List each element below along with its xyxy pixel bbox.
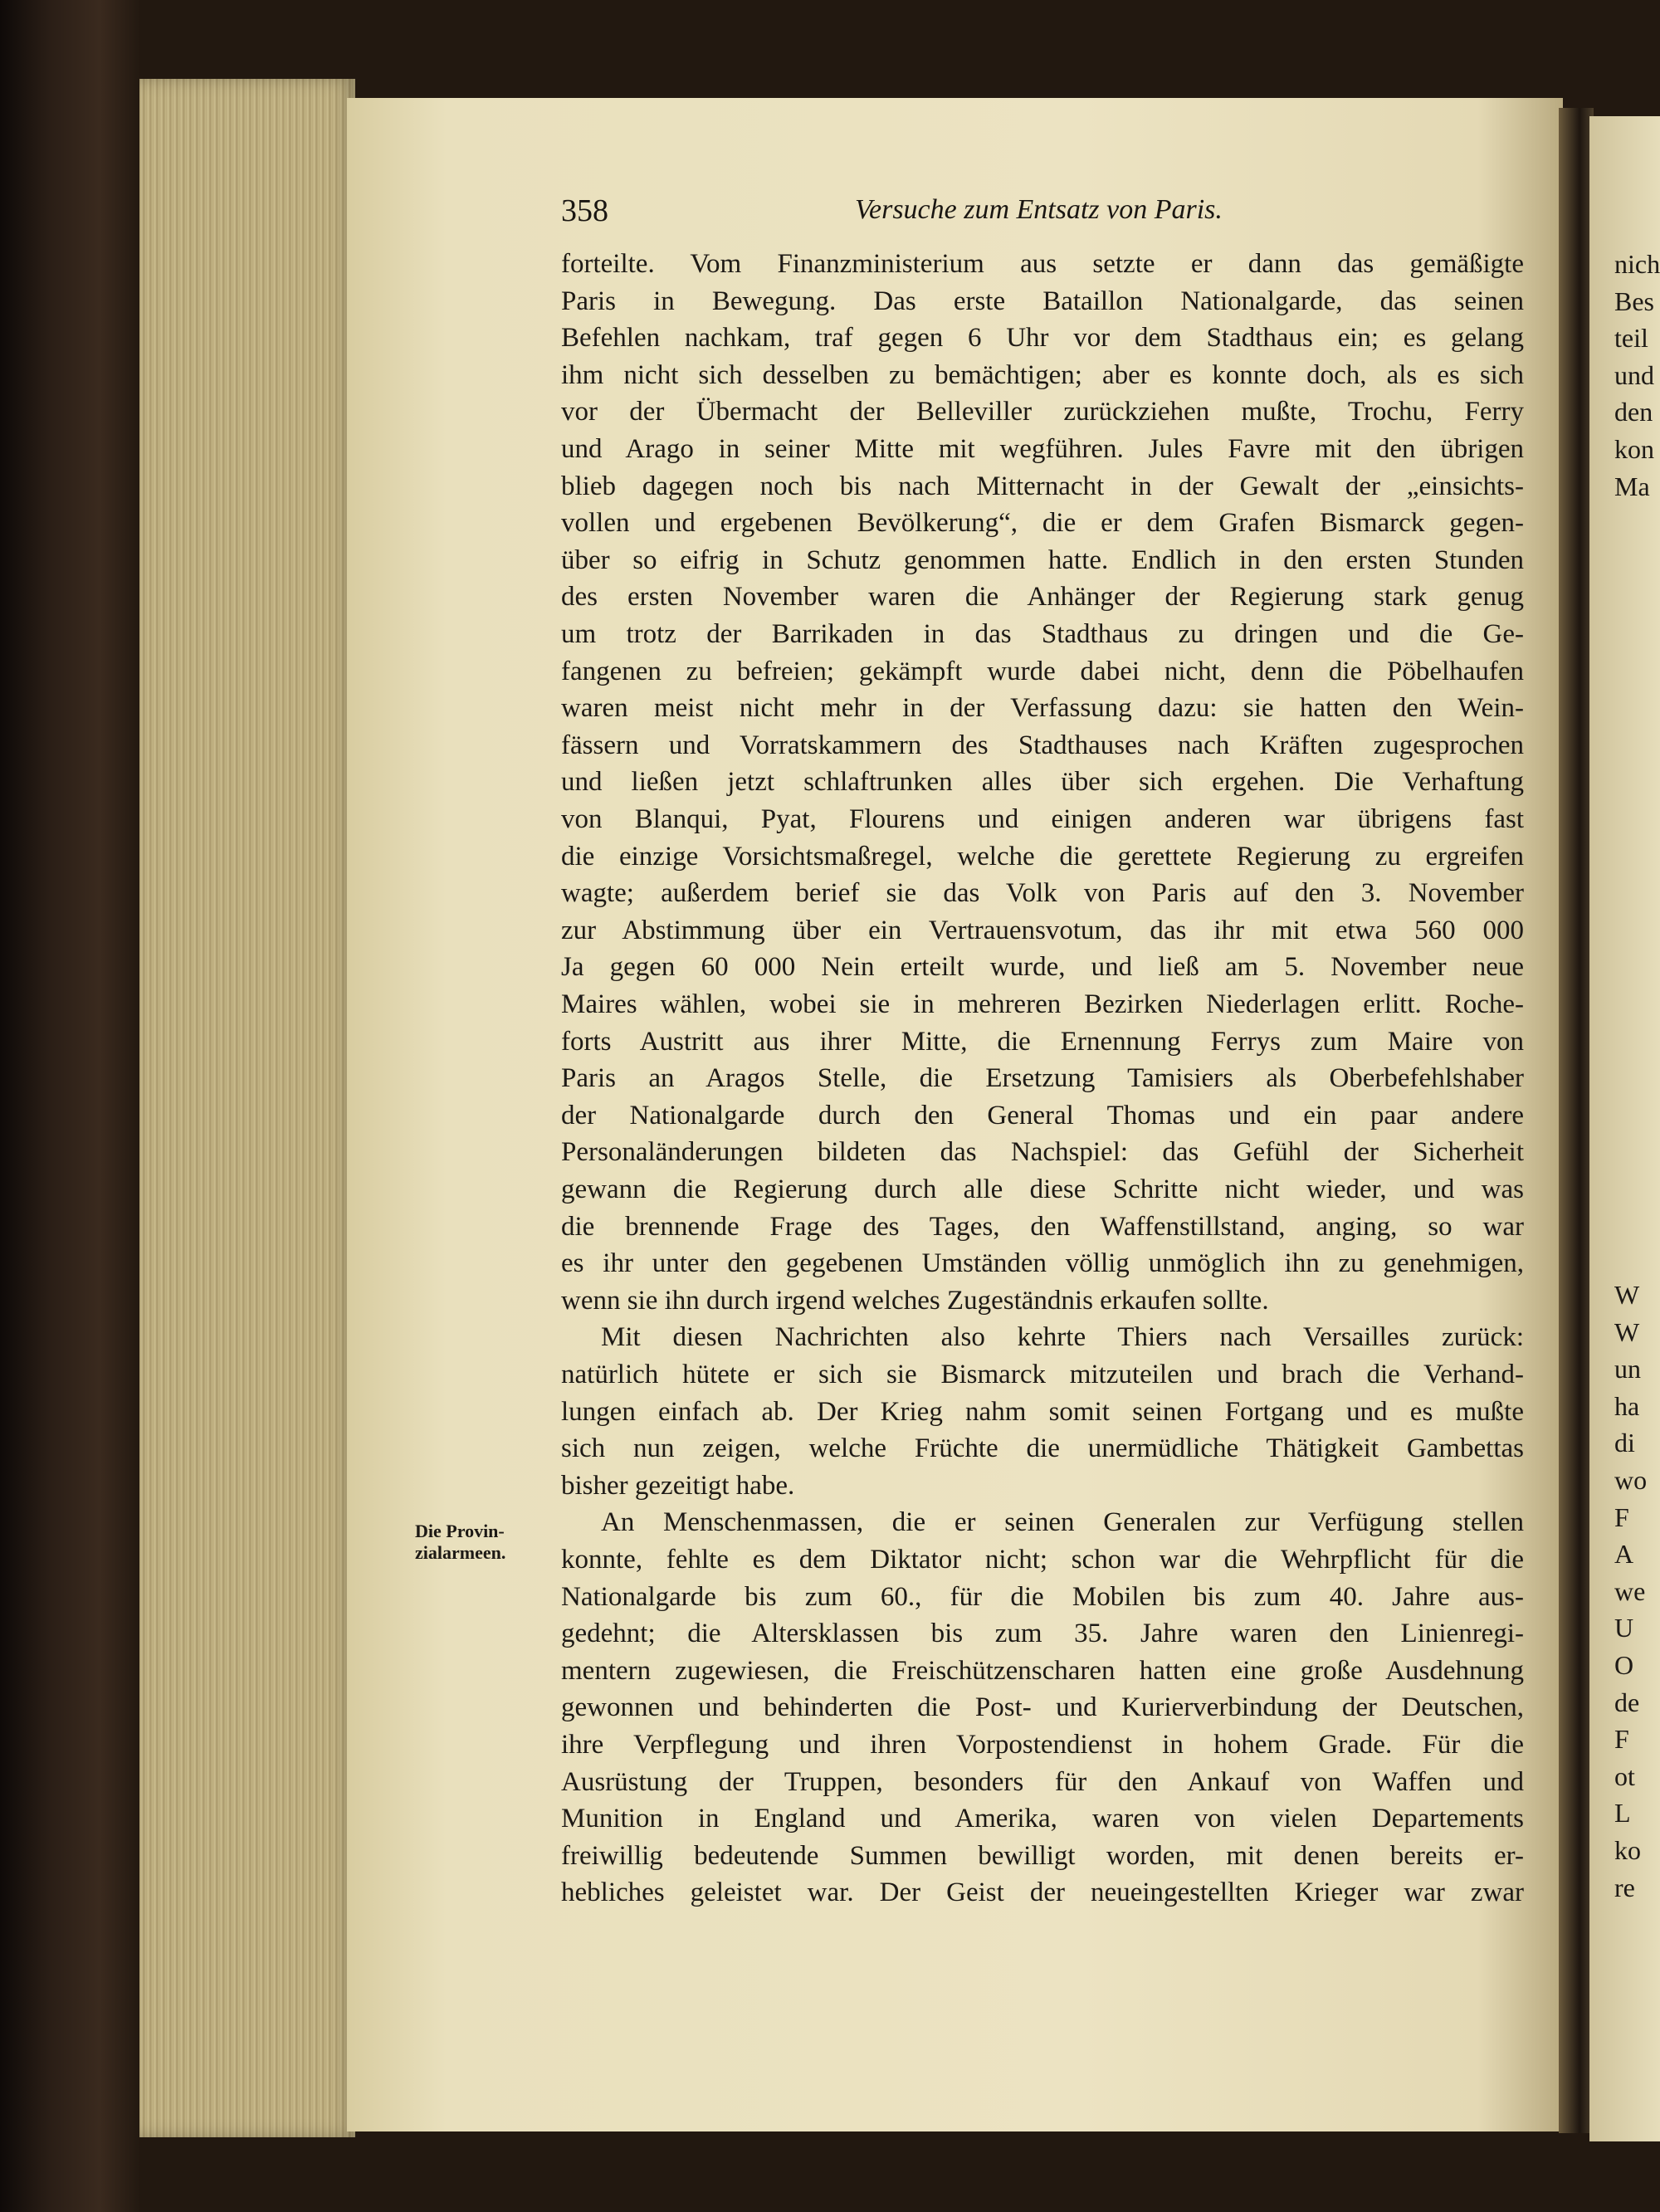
- text-line: fangenen zu befreien; gekämpft wurde dabei nicht, denn die Pöbelhaufen: [561, 656, 1524, 686]
- text-line: Ja gegen 60 000 Nein erteilt wurde, und ließ am 5. November neue: [561, 952, 1524, 983]
- margin-note-line: Die Provin-: [415, 1521, 505, 1541]
- text-line: wagte; außerdem berief sie das Volk von Paris auf den 3. November: [561, 878, 1524, 909]
- text-line: Mit diesen Nachrichten also kehrte Thiers nach Versailles zurück:: [601, 1322, 1524, 1353]
- right-page-fragment: un: [1614, 1354, 1641, 1384]
- right-page-fragment: ko: [1614, 1835, 1641, 1865]
- text-line: und Arago in seiner Mitte mit wegführen. Jules Favre mit den übrigen: [561, 434, 1524, 464]
- right-page: [1589, 116, 1660, 2141]
- text-line: gewonnen und behinderten die Post- und Kurierverbindung der Deutschen,: [561, 1692, 1524, 1723]
- text-line: bisher gezeitigt habe.: [561, 1470, 795, 1501]
- right-page-fragment: nich: [1614, 249, 1660, 279]
- text-line: konnte, fehlte es dem Diktator nicht; schon war die Wehrpflicht für die: [561, 1545, 1524, 1575]
- right-page-fragment: F: [1614, 1502, 1629, 1532]
- text-line: vollen und ergebenen Bevölkerung“, die er dem Grafen Bismarck gegen-: [561, 508, 1524, 539]
- right-page-fragment: A: [1614, 1539, 1634, 1570]
- text-line: die einzige Vorsichtsmaßregel, welche die gerettete Regierung zu ergreifen: [561, 841, 1524, 872]
- text-line: ihre Verpflegung und ihren Vorpostendienst in hohem Grade. Für die: [561, 1730, 1524, 1760]
- text-line: waren meist nicht mehr in der Verfassung dazu: sie hatten den Wein-: [561, 693, 1524, 724]
- text-line: Maires wählen, wobei sie in mehreren Bezirken Niederlagen erlitt. Roche-: [561, 989, 1524, 1019]
- page-edges: [139, 79, 355, 2137]
- text-line: über so eifrig in Schutz genommen hatte. Endlich in den ersten Stunden: [561, 544, 1524, 575]
- margin-note: [415, 1521, 505, 1564]
- book-gutter: [1559, 108, 1594, 2133]
- text-line: Munition in England und Amerika, waren von vielen Departements: [561, 1804, 1524, 1834]
- text-line: hebliches geleistet war. Der Geist der neueingestellten Krieger war zwar: [561, 1878, 1524, 1908]
- text-line: Nationalgarde bis zum 60., für die Mobilen bis zum 40. Jahre aus-: [561, 1581, 1524, 1612]
- right-page-fragment: Bes: [1614, 286, 1654, 316]
- text-line: gedehnt; die Altersklassen bis zum 35. Jahre waren den Linienregi-: [561, 1619, 1524, 1649]
- right-page-fragment: und: [1614, 359, 1654, 390]
- right-page-fragment: ot: [1614, 1760, 1635, 1791]
- text-line: gewann die Regierung durch alle diese Schritte nicht wieder, und was: [561, 1174, 1524, 1204]
- text-line: fässern und Vorratskammern des Stadthauses nach Kräften zugesprochen: [561, 730, 1524, 760]
- right-page-fragment: ha: [1614, 1390, 1640, 1421]
- text-line: um trotz der Barrikaden in das Stadthaus zu dringen und die Ge-: [561, 619, 1524, 649]
- text-line: Befehlen nachkam, traf gegen 6 Uhr vor dem Stadthaus ein; es gelang: [561, 323, 1524, 354]
- right-page-fragment: de: [1614, 1687, 1640, 1717]
- text-line: die brennende Frage des Tages, den Waffenstillstand, anging, so war: [561, 1211, 1524, 1242]
- text-line: sich nun zeigen, welche Früchte die unermüdliche Thätigkeit Gambettas: [561, 1433, 1524, 1464]
- right-page-fragment: W: [1614, 1280, 1640, 1310]
- right-page-fragment: kon: [1614, 434, 1654, 464]
- text-line: des ersten November waren die Anhänger der Regierung stark genug: [561, 582, 1524, 613]
- right-page-fragment: den: [1614, 397, 1653, 427]
- right-page-fragment: wo: [1614, 1465, 1648, 1495]
- text-line: Paris in Bewegung. Das erste Bataillon Nationalgarde, das seinen: [561, 286, 1524, 316]
- text-line: wenn sie ihn durch irgend welches Zugeständnis erkaufen sollte.: [561, 1285, 1269, 1316]
- text-line: es ihr unter den gegebenen Umständen völlig unmöglich ihn zu genehmigen,: [561, 1248, 1524, 1279]
- text-line: ihm nicht sich desselben zu bemächtigen; aber es konnte doch, als es sich: [561, 359, 1524, 390]
- right-page-fragment: U: [1614, 1613, 1634, 1643]
- text-line: An Menschenmassen, die er seinen Generalen zur Verfügung stellen: [601, 1507, 1524, 1538]
- text-line: blieb dagegen noch bis nach Mitternacht in der Gewalt der „einsichts-: [561, 471, 1524, 501]
- text-line: mentern zugewiesen, die Freischützenscharen hatten eine große Ausdehnung: [561, 1655, 1524, 1686]
- text-line: und ließen jetzt schlaftrunken alles über sich ergehen. Die Verhaftung: [561, 767, 1524, 798]
- text-line: forteilte. Vom Finanzministerium aus setzte er dann das gemäßigte: [561, 249, 1524, 279]
- right-page-fragment: re: [1614, 1872, 1635, 1902]
- right-page-fragment: di: [1614, 1428, 1635, 1458]
- text-line: Personaländerungen bildeten das Nachspiel: das Gefühl der Sicherheit: [561, 1137, 1524, 1168]
- margin-note-line: zialarmeen.: [415, 1542, 506, 1563]
- text-line: zur Abstimmung über ein Vertrauensvotum, das ihr mit etwa 560 000: [561, 915, 1524, 945]
- left-page: [347, 98, 1563, 2131]
- right-page-fragment: O: [1614, 1650, 1634, 1680]
- text-line: forts Austritt aus ihrer Mitte, die Ernennung Ferrys zum Maire von: [561, 1026, 1524, 1057]
- right-page-fragment: F: [1614, 1724, 1629, 1755]
- right-page-fragment: L: [1614, 1798, 1631, 1829]
- text-line: Paris an Aragos Stelle, die Ersetzung Tamisiers als Oberbefehlshaber: [561, 1063, 1524, 1094]
- right-page-fragment: teil: [1614, 323, 1648, 354]
- text-line: natürlich hütete er sich sie Bismarck mitzuteilen und brach die Verhand-: [561, 1360, 1524, 1389]
- text-line: von Blanqui, Pyat, Flourens und einigen anderen war übrigens fast: [561, 804, 1524, 834]
- text-line: Ausrüstung der Truppen, besonders für den Ankauf von Waffen und: [561, 1766, 1524, 1797]
- running-title: Versuche zum Entsatz von Paris.: [855, 194, 1223, 225]
- right-page-fragment: Ma: [1614, 471, 1650, 501]
- right-page-fragment: we: [1614, 1575, 1646, 1606]
- text-line: freiwillig bedeutende Summen bewilligt worden, mit denen bereits er-: [561, 1840, 1524, 1871]
- text-line: der Nationalgarde durch den General Thomas und ein paar andere: [561, 1100, 1524, 1130]
- page-number: 358: [561, 193, 608, 228]
- text-line: vor der Übermacht der Belleviller zurückziehen mußte, Trochu, Ferry: [561, 397, 1524, 427]
- right-page-fragment: W: [1614, 1316, 1640, 1347]
- text-line: lungen einfach ab. Der Krieg nahm somit seinen Fortgang und es mußte: [561, 1396, 1524, 1427]
